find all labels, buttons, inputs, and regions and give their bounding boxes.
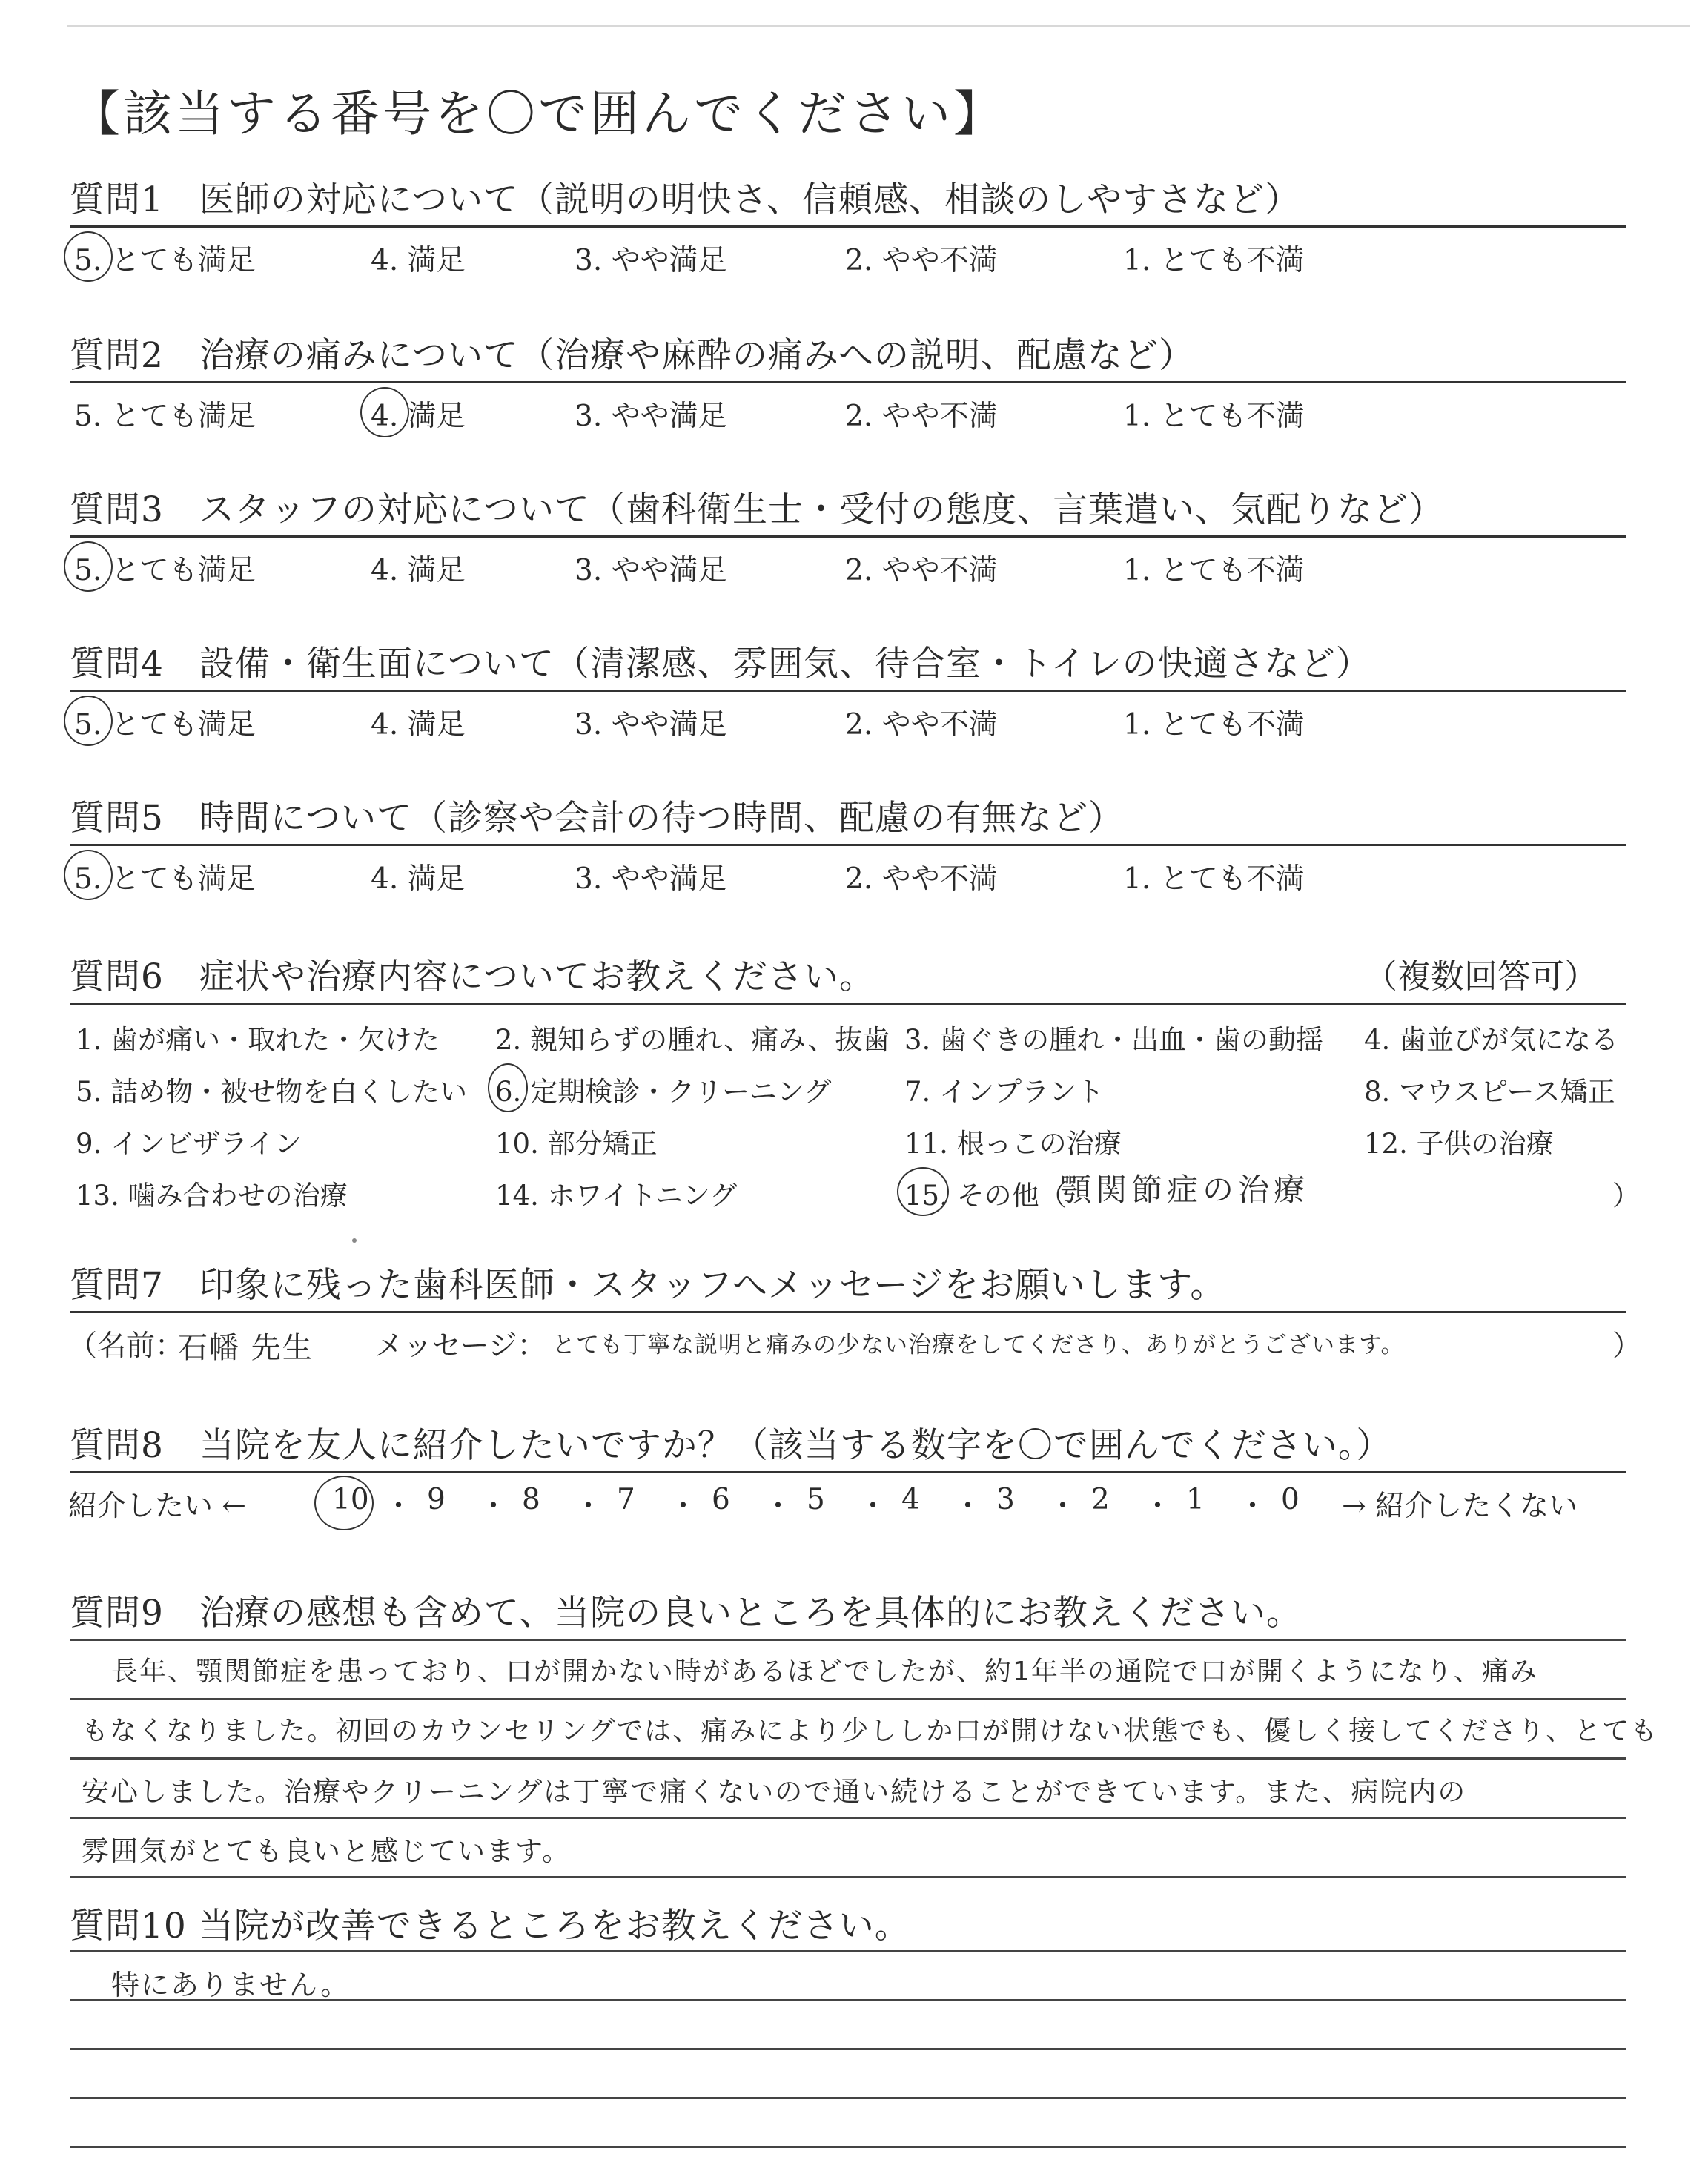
q9-handwritten-line: もなくなりました。初回のカウンセリングでは、痛みにより少ししか口が開けない状態でも、優しく接してくださり、とても bbox=[82, 1716, 1659, 1746]
q3-heading: 質問3 スタッフの対応について（歯科衛生士・受付の態度、言葉遣い、気配りなど） bbox=[70, 489, 1444, 530]
q8-scale-number: 7 bbox=[617, 1483, 635, 1516]
q8-separator: ・ bbox=[858, 1490, 888, 1523]
q8-scale-number: 2 bbox=[1091, 1483, 1110, 1516]
q9-answer-line bbox=[70, 1817, 1626, 1819]
q1-heading: 質問1 医師の対応について（説明の明快さ、信頼感、相談のしやすさなど） bbox=[70, 179, 1301, 220]
q2-heading: 質問2 治療の痛みについて（治療や麻酔の痛みへの説明、配慮など） bbox=[70, 335, 1195, 376]
q2-option: 5. とても満足 bbox=[74, 400, 256, 433]
q4-rule bbox=[70, 690, 1626, 692]
q5-rule bbox=[70, 844, 1626, 846]
q7-rule bbox=[70, 1311, 1626, 1313]
q9-handwritten-line: 安心しました。治療やクリーニングは丁寧で痛くないので通い続けることができています。また、病院内の bbox=[82, 1776, 1467, 1808]
q6-multiple-note: （複数回答可） bbox=[1364, 957, 1598, 996]
q6-option: 2. 親知らずの腫れ、痛み、抜歯 bbox=[495, 1024, 890, 1056]
q1-option: 2. やや不満 bbox=[845, 244, 998, 277]
q8-scale-number: 3 bbox=[996, 1483, 1015, 1516]
q6-other-handwritten: 顎関節症の治療 bbox=[1060, 1172, 1310, 1208]
q6-selection-circle bbox=[488, 1063, 528, 1112]
q7-heading: 質問7 印象に残った歯科医師・スタッフへメッセージをお願いします。 bbox=[70, 1265, 1226, 1306]
q5-option: 2. やや不満 bbox=[845, 862, 998, 896]
q7-message-handwritten: とても丁寧な説明と痛みの少ない治療をしてくださり、ありがとうございます。 bbox=[552, 1332, 1405, 1358]
q5-option: 5. とても満足 bbox=[74, 862, 256, 896]
q8-scale-number: 1 bbox=[1186, 1483, 1205, 1516]
q6-option: 6. 定期検診・クリーニング bbox=[495, 1076, 832, 1108]
q10-answer-line bbox=[70, 1950, 1626, 1952]
q7-name-handwritten: 石幡 先生 bbox=[178, 1331, 314, 1365]
q1-selection-circle bbox=[64, 231, 113, 282]
q6-option: 10. 部分矯正 bbox=[495, 1128, 658, 1160]
q7-close-paren: ） bbox=[1612, 1330, 1642, 1363]
q2-option: 1. とても不満 bbox=[1123, 400, 1305, 433]
q8-separator: ・ bbox=[1048, 1490, 1078, 1523]
q5-heading: 質問5 時間について（診察や会計の待つ時間、配慮の有無など） bbox=[70, 798, 1124, 839]
q8-rule bbox=[70, 1471, 1626, 1473]
q8-separator: ・ bbox=[384, 1490, 414, 1523]
q6-option: 14. ホワイトニング bbox=[495, 1180, 738, 1212]
q6-selection-circle bbox=[897, 1167, 949, 1216]
q8-scale-number: 6 bbox=[712, 1483, 730, 1516]
q6-option: 7. インプラント bbox=[904, 1076, 1105, 1108]
q3-option: 2. やや不満 bbox=[845, 554, 998, 587]
q1-option: 5. とても満足 bbox=[74, 244, 256, 277]
q5-selection-circle bbox=[64, 850, 113, 900]
q6-option: 9. インビザライン bbox=[76, 1128, 302, 1160]
q2-option: 3. やや満足 bbox=[575, 400, 727, 433]
q8-separator: ・ bbox=[1238, 1490, 1268, 1523]
q4-option: 4. 満足 bbox=[371, 708, 466, 742]
q6-option: 3. 歯ぐきの腫れ・出血・歯の動揺 bbox=[904, 1024, 1324, 1056]
q8-separator: ・ bbox=[574, 1490, 603, 1523]
scan-speck bbox=[352, 1238, 357, 1243]
q8-heading: 質問8 当院を友人に紹介したいですか？（該当する数字を〇で囲んでください。） bbox=[70, 1425, 1392, 1466]
page-top-edge bbox=[67, 25, 1690, 27]
q8-scale-number: 0 bbox=[1281, 1483, 1300, 1516]
page-title: 【該当する番号を〇で囲んでください】 bbox=[71, 85, 1005, 142]
q10-handwritten-line: 特にありません。 bbox=[111, 1969, 351, 2001]
q6-heading: 質問6 症状や治療内容についてお教えください。 bbox=[70, 957, 875, 997]
q6-option: 15. その他（ bbox=[904, 1180, 1067, 1212]
q9-handwritten-line: 雰囲気がとても良いと感じています。 bbox=[82, 1835, 572, 1867]
q8-scale-number: 8 bbox=[522, 1483, 540, 1516]
q3-option: 4. 満足 bbox=[371, 554, 466, 587]
q4-selection-circle bbox=[64, 696, 113, 746]
q8-separator: ・ bbox=[764, 1490, 793, 1523]
q7-message-label: メッセージ： bbox=[374, 1330, 546, 1363]
q9-answer-line bbox=[70, 1876, 1626, 1878]
q8-scale-number: 5 bbox=[807, 1483, 825, 1516]
q8-separator: ・ bbox=[479, 1490, 509, 1523]
q9-answer-line bbox=[70, 1639, 1626, 1641]
q1-option: 3. やや満足 bbox=[575, 244, 727, 277]
q5-option: 3. やや満足 bbox=[575, 862, 727, 896]
q5-option: 1. とても不満 bbox=[1123, 862, 1305, 896]
q3-option: 3. やや満足 bbox=[575, 554, 727, 587]
q6-option: 5. 詰め物・被せ物を白くしたい bbox=[76, 1076, 468, 1108]
q10-answer-line bbox=[70, 2048, 1626, 2050]
q6-option: ） bbox=[1612, 1180, 1640, 1212]
q2-rule bbox=[70, 381, 1626, 383]
q8-scale-number: 4 bbox=[901, 1483, 920, 1516]
q6-option: 11. 根っこの治療 bbox=[904, 1128, 1122, 1160]
q2-option: 2. やや不満 bbox=[845, 400, 998, 433]
q2-option: 4. 満足 bbox=[371, 400, 466, 433]
q4-option: 1. とても不満 bbox=[1123, 708, 1305, 742]
q6-option: 13. 噛み合わせの治療 bbox=[76, 1180, 348, 1212]
q9-heading: 質問9 治療の感想も含めて、当院の良いところを具体的にお教えください。 bbox=[70, 1593, 1302, 1634]
q8-left-label: 紹介したい ← bbox=[68, 1490, 247, 1523]
q8-selection-circle bbox=[314, 1476, 374, 1530]
q3-rule bbox=[70, 535, 1626, 538]
q8-scale-number: 10 bbox=[332, 1483, 369, 1516]
q6-option: 4. 歯並びが気になる bbox=[1364, 1024, 1619, 1056]
q4-option: 5. とても満足 bbox=[74, 708, 256, 742]
q8-separator: ・ bbox=[1143, 1490, 1173, 1523]
q4-option: 2. やや不満 bbox=[845, 708, 998, 742]
q1-option: 4. 満足 bbox=[371, 244, 466, 277]
q9-answer-line bbox=[70, 1757, 1626, 1760]
q10-heading: 質問10 当院が改善できるところをお教えください。 bbox=[70, 1906, 910, 1946]
q3-option: 1. とても不満 bbox=[1123, 554, 1305, 587]
q9-handwritten-line: 長年、顎関節症を患っており、口が開かない時があるほどでしたが、約1年半の通院で口が開くようになり、痛み bbox=[111, 1657, 1538, 1687]
q5-option: 4. 満足 bbox=[371, 862, 466, 896]
q3-selection-circle bbox=[64, 541, 113, 592]
q2-selection-circle bbox=[360, 387, 409, 437]
q1-option: 1. とても不満 bbox=[1123, 244, 1305, 277]
q8-scale-number: 9 bbox=[427, 1483, 446, 1516]
q8-separator: ・ bbox=[669, 1490, 698, 1523]
q10-answer-line bbox=[70, 2097, 1626, 2099]
q4-heading: 質問4 設備・衛生面について（清潔感、雰囲気、待合室・トイレの快適さなど） bbox=[70, 644, 1371, 684]
q7-name-label: （名前： bbox=[68, 1330, 185, 1363]
q6-rule bbox=[70, 1003, 1626, 1005]
q8-right-label: → 紹介したくない bbox=[1342, 1490, 1578, 1523]
q9-answer-line bbox=[70, 1698, 1626, 1700]
q4-option: 3. やや満足 bbox=[575, 708, 727, 742]
q6-option: 8. マウスピース矯正 bbox=[1364, 1076, 1615, 1108]
q3-option: 5. とても満足 bbox=[74, 554, 256, 587]
q8-separator: ・ bbox=[953, 1490, 983, 1523]
q6-option: 12. 子供の治療 bbox=[1364, 1128, 1554, 1160]
q6-option: 1. 歯が痛い・取れた・欠けた bbox=[76, 1024, 440, 1056]
q10-answer-line bbox=[70, 2146, 1626, 2148]
q1-rule bbox=[70, 225, 1626, 228]
